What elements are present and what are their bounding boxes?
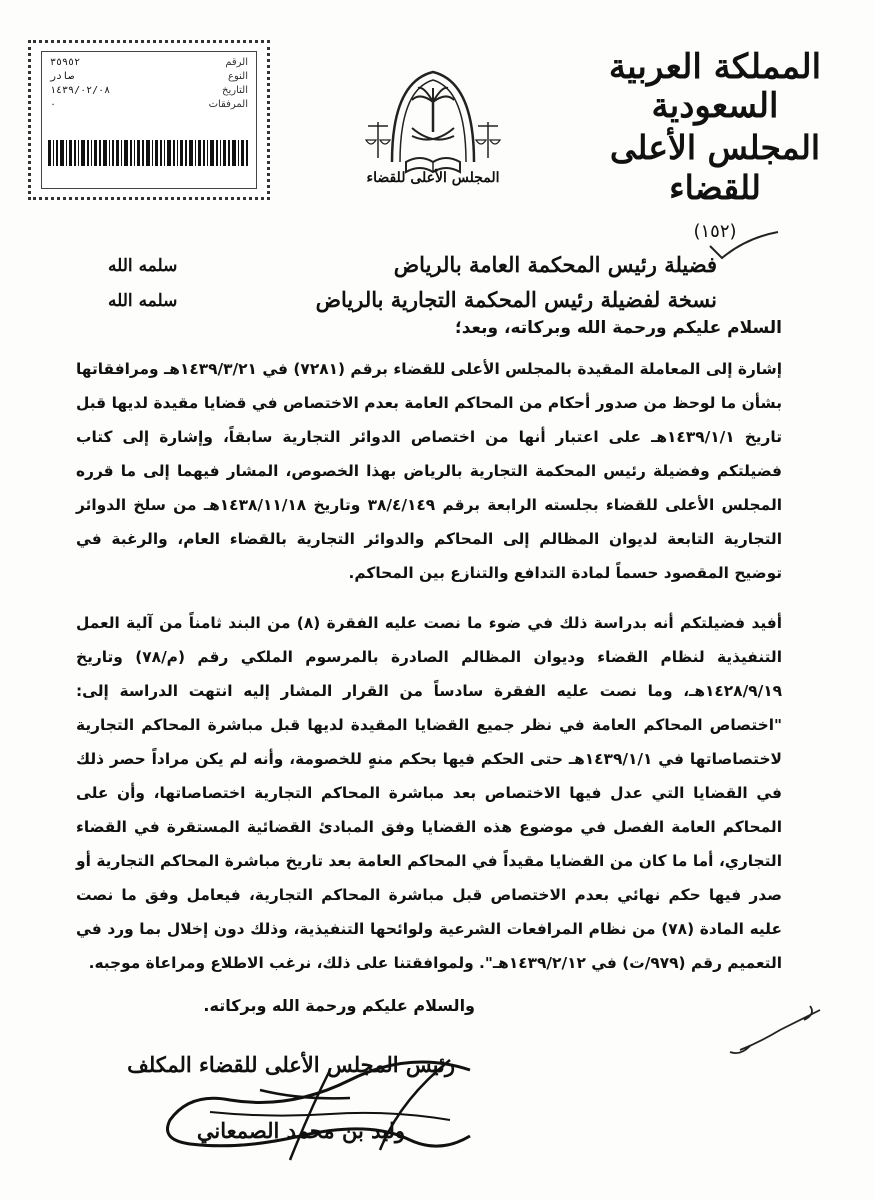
letterhead — [595, 48, 835, 242]
registration-stamp — [28, 40, 270, 200]
stamp-value: ١٤٣٩/٠٢/٠٨ — [50, 85, 111, 96]
stamp-row — [50, 70, 248, 84]
barcode-icon — [48, 140, 248, 166]
emblem-caption: المجلس الأعلى للقضاء — [366, 170, 500, 186]
letterhead-council: المجلس الأعلى للقضاء — [609, 128, 821, 207]
stamp-label: التاريخ — [222, 85, 248, 96]
pen-flourish-icon — [720, 1000, 830, 1060]
stamp-value: ٣٥٩٥٢ — [50, 57, 81, 68]
stamp-value: ٠ — [50, 99, 57, 110]
handwritten-signature-icon — [150, 1040, 490, 1170]
addressee-main: فضيلة رئيس المحكمة العامة بالرياض — [393, 252, 717, 277]
stamp-row — [50, 98, 248, 112]
paragraph-1 — [76, 352, 782, 590]
stamp-row — [50, 84, 248, 98]
stamp-row — [50, 56, 248, 70]
salutation-suffix: سلمه الله — [108, 291, 178, 311]
paragraph-1-text: إشارة إلى المعاملة المقيدة بالمجلس الأعلى للقضاء برقم (٧٢٨١) في ١٤٣٩/٣/٢١هـ ومرافقاتها بشأن ما لوحظ من صدور أحكام من المحاكم العامة بعدم الاختصاص في قضايا مقيدة لديها قبل تاريخ ١٤٣٩/١/١هـ على اعتبار أنها من اختصاص الدوائر التجارية سابقاً، وإشارة إلى كتاب فضيلتكم وفضيلة رئيس المحكمة التجارية بالرياض بهذا الخصوص، المشار فيهما إلى ما قرره المجلس الأعلى للقضاء بجلسته الرابعة برقم ٣٨/٤/١٤٩ وتاريخ ١٤٣٨/١١/١٨هـ من سلخ الدوائر التجارية التابعة لديوان المظالم إلى المحاكم والدوائر التجارية بالقضاء العام، والرغبة في توضيح المقصود حسماً لمادة التدافع والتنازع بين المحاكم. — [76, 360, 783, 582]
paragraph-2-text: أفيد فضيلتكم أنه بدراسة ذلك في ضوء ما نصت عليه الفقرة (٨) من البند ثامناً من آلية العمل التنفيذية لنظام القضاء وديوان المظالم الصادرة بالمرسوم الملكي رقم (م/٧٨) وتاريخ ١٤٢٨/٩/١٩هـ، وما نصت عليه الفقرة سادساً من القرار المشار إليه انتهت الدراسة إلى: "اختصاص المحاكم العامة في نظر جميع القضايا المقيدة لديها قبل مباشرة المحاكم التجارية لاختصاصاتها في ١٤٣٩/١/١هـ حتى الحكم فيها بحكم منهٍ للخصومة، وأنه لم يكن مراداً حصر ذلك في القضايا التي عدل فيها الاختصاص بعد مباشرة المحاكم التجارية اختصاصاتها، وأن على المحاكم العامة الفصل في موضوع هذه القضايا وفق المبادئ القضائية المستقرة في القضاء التجاري، أما ما كان من القضايا مقيداً في المحاكم العامة بعد تاريخ مباشرة المحاكم التجارية أو صدر فيها حكم نهائي بعدم الاختصاص قبل مباشرة المحاكم التجارية، فيعامل وفق ما نصت عليه المادة (٧٨) من نظام المرافعات الشرعية ولوائحها التنفيذية، وذلك دون إخلال بما ورد في التعميم رقم (٩٧٩/ت) في ١٤٣٩/٢/١٢هـ". ولموافقتنا على ذلك، نرغب الاطلاع ومراعاة موجبه. — [76, 614, 782, 972]
addressee-copy: نسخة لفضيلة رئيس المحكمة التجارية بالرياض — [315, 287, 717, 312]
letterhead-country: المملكة العربية السعودية — [608, 47, 822, 127]
stamp-value: صادر — [50, 71, 75, 82]
greeting: السلام عليكم ورحمة الله وبركاته، وبعد؛ — [454, 318, 782, 338]
stamp-label: النوع — [228, 71, 248, 82]
checkmark-icon — [706, 228, 782, 266]
stamp-label: الرقم — [225, 57, 248, 68]
salutation-suffix: سلمه الله — [108, 256, 178, 276]
closing-greeting: والسلام عليكم ورحمة الله وبركاته. — [203, 996, 475, 1015]
stamp-label: المرفقات — [208, 99, 248, 110]
council-emblem-icon — [362, 62, 504, 182]
signatory-name: وليد بن محمد الصمعاني — [196, 1118, 405, 1143]
paragraph-2 — [76, 606, 782, 980]
document-number: (١٥٢) — [693, 221, 737, 243]
signatory-title: رئيس المجلس الأعلى للقضاء المكلف — [127, 1052, 455, 1077]
